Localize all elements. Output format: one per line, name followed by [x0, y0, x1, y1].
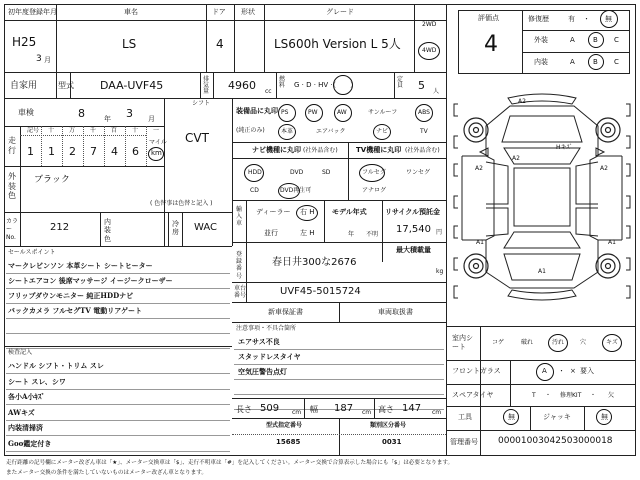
- glass-label: フロントガラス: [452, 367, 501, 375]
- col-line: [382, 200, 383, 262]
- class-value: 0031: [382, 438, 402, 446]
- col-line: [276, 72, 277, 98]
- row-line: [382, 242, 446, 243]
- col-line: [232, 98, 233, 246]
- inspection-label: 車検: [18, 108, 34, 117]
- model-cert-value: 15685: [276, 438, 301, 446]
- insp-line: [6, 373, 230, 374]
- equipment-label: 装備品に丸印: [236, 107, 278, 115]
- seat-option: 破れ: [521, 339, 534, 346]
- digit-col-line: [62, 126, 63, 166]
- equip-item: サンルーフ: [368, 109, 398, 116]
- width-cm: cm: [362, 409, 372, 416]
- import-left: 左 H: [300, 229, 315, 237]
- equip-item: ナビ: [376, 128, 389, 135]
- spare-kit: 修理KIT: [560, 392, 582, 399]
- diagram-mark: A2: [512, 155, 520, 162]
- repair-yes: 有: [568, 15, 575, 23]
- width-value: 187: [334, 403, 354, 414]
- model-year-label: モデル年式: [332, 208, 367, 216]
- col-line: [348, 142, 349, 200]
- glass-a: A: [542, 367, 547, 375]
- insp-line: [6, 404, 230, 405]
- model-value: DAA-UVF45: [100, 79, 164, 92]
- mileage-digit: 1: [27, 145, 34, 158]
- spare-dot2: ・: [590, 392, 597, 399]
- nav-header: ナビ機種に丸印: [252, 146, 301, 154]
- capacity-unit: 人: [433, 88, 440, 95]
- equip-item: ABS: [418, 109, 430, 116]
- drive-4wd: 4WD: [422, 47, 437, 54]
- new-warranty: 新車保証書: [268, 308, 303, 316]
- reg-month-value: 3: [36, 54, 42, 64]
- height-label: 高さ: [378, 405, 394, 414]
- row-line: [4, 212, 232, 213]
- model-cert-label: 型式指定番号: [266, 422, 303, 429]
- row-line: [446, 406, 636, 407]
- tv-item: ワンセグ: [406, 169, 431, 176]
- col-line: [213, 72, 214, 98]
- row-line: [232, 398, 446, 399]
- cc-unit: cc: [265, 88, 272, 95]
- mileage-digit: 6: [132, 145, 139, 158]
- tools-value: 無: [508, 413, 515, 421]
- mileage-digit-header: 記号: [27, 127, 40, 134]
- sale-line: [6, 288, 230, 289]
- insp-text: 内装清掃済: [8, 423, 43, 432]
- col-line: [510, 360, 511, 384]
- col-line: [164, 98, 165, 246]
- sale-point-text: バックカメラ フルセグTV 電動リアゲート: [8, 306, 143, 315]
- doors-label: ドア: [212, 8, 226, 16]
- spare-dot1: ・: [545, 392, 552, 399]
- insp-text: AWキズ: [8, 407, 35, 417]
- repair-no: 無: [605, 15, 612, 23]
- interior-a: A: [570, 58, 575, 66]
- car-name-value: LS: [122, 37, 137, 51]
- nav-item: HDD: [248, 169, 262, 176]
- car-name-label: 車名: [124, 8, 138, 16]
- color-label: 外装色: [8, 172, 16, 201]
- header-line: [4, 20, 446, 21]
- recycle-yen: 円: [436, 229, 443, 236]
- footer-line-2: またメーター交換の条件を満たしていないものはメーター改ざん車となります。: [6, 470, 207, 476]
- interior-b: B: [593, 58, 598, 66]
- note-line: [234, 364, 444, 365]
- mileage-digit-header: 一: [153, 127, 160, 134]
- class-label: 類別区分番号: [370, 422, 407, 429]
- insp-text: ハンドル シフト・トリム スレ: [8, 361, 104, 370]
- col-line: [20, 166, 21, 212]
- row-line: [232, 434, 446, 435]
- chassis-value: UVF45-5015724: [280, 286, 361, 297]
- mileage-digit: 1: [48, 145, 55, 158]
- sale-point-text: フリップダウンモニター 純正HDDナビ: [8, 291, 134, 300]
- diagram-mark: A1: [608, 239, 616, 246]
- height-cm: cm: [432, 409, 442, 416]
- digit-col-line: [146, 126, 147, 166]
- plate-label: 登録番号: [236, 251, 243, 280]
- mileage-digit-header: 十: [132, 127, 139, 134]
- sale-points-label: セールスポイント: [8, 249, 56, 256]
- col-line: [374, 398, 375, 418]
- row-line: [232, 200, 446, 201]
- repair-label: 修復歴: [528, 15, 549, 23]
- interior-c: C: [614, 58, 619, 66]
- sale-line: [6, 318, 230, 319]
- tv-item: アナログ: [362, 187, 387, 194]
- col-line: [246, 200, 247, 242]
- displacement-label: 排気量: [203, 76, 210, 95]
- reg-month-unit: 月: [44, 56, 51, 64]
- row-line: [446, 360, 636, 361]
- capacity-value: 5: [418, 79, 425, 92]
- insp-line: [6, 451, 230, 452]
- max-load-label: 最大積載量: [396, 246, 431, 254]
- col-line: [394, 72, 395, 98]
- nav-item: SD: [322, 169, 331, 176]
- manual: 車両取扱書: [378, 308, 413, 316]
- glass-replace: 要入: [580, 367, 594, 375]
- col-line: [584, 406, 585, 430]
- reg-year-label: 初年度登録年月: [8, 8, 57, 16]
- insp-text: 各小A小ｷｽﾞ: [8, 392, 45, 401]
- equip-item: TV: [420, 128, 428, 135]
- import-right: 右 H: [300, 208, 315, 216]
- digit-col-line: [125, 126, 126, 166]
- insp-line: [6, 420, 230, 421]
- length-cm: cm: [292, 409, 302, 416]
- mileage-digit-header: 千: [90, 127, 97, 134]
- length-value: 509: [260, 403, 280, 414]
- fuel-label: 燃料: [279, 76, 286, 89]
- row-line: [4, 166, 164, 167]
- color-note: ( 色替事は色替と記入 ): [150, 200, 213, 207]
- nav-item: DVD: [290, 169, 304, 176]
- repair-dot: ・: [583, 15, 590, 23]
- plate-value: 春日井300な2676: [272, 257, 357, 268]
- digit-col-line: [41, 126, 42, 166]
- interior-color-label: 内装色: [104, 218, 111, 243]
- seat-option: 汚れ: [552, 339, 565, 346]
- shape-label: 形状: [241, 8, 255, 16]
- drive-2wd: 2WD: [422, 21, 437, 28]
- cool-label: 冷房: [172, 220, 179, 237]
- glass-dot: ・: [558, 367, 565, 375]
- row-line: [446, 384, 636, 385]
- diagram-mark: A1: [476, 239, 484, 246]
- fuel-hv-circle: [333, 75, 353, 95]
- tv-item: フルセグ: [362, 169, 386, 176]
- unit-mile: マイル: [149, 139, 167, 146]
- sale-line: [6, 303, 230, 304]
- color-no-value: 212: [50, 222, 70, 233]
- inspection-month: 3: [126, 107, 133, 120]
- color-value: ブラック: [34, 175, 70, 185]
- glass-x: ×: [570, 367, 576, 375]
- chassis-label: 車台番号: [234, 285, 247, 300]
- row-line: [232, 242, 382, 243]
- insp-line: [6, 435, 230, 436]
- spare-t: T: [532, 392, 536, 399]
- model-year-unknown: 不明: [366, 231, 379, 238]
- mgmt-value: 00001003042503000018: [498, 436, 613, 446]
- nav-item: CD: [250, 187, 259, 194]
- note-line: [234, 349, 444, 350]
- diagram-mark: A2: [518, 98, 526, 105]
- note-text: スタッドレスタイヤ: [238, 352, 301, 361]
- exterior-a: A: [570, 36, 575, 44]
- width-label: 幅: [310, 405, 318, 414]
- interior-label: 内装: [534, 58, 548, 66]
- score-value: 4: [484, 32, 498, 57]
- length-label: 長さ: [236, 405, 252, 414]
- col-line: [168, 212, 169, 246]
- col-line: [206, 4, 207, 72]
- tv-header-note: (社外品含む): [405, 147, 440, 154]
- row-line: [232, 158, 446, 159]
- col-line: [339, 302, 340, 322]
- tv-header: TV機種に丸印: [356, 146, 402, 154]
- note-line: [234, 379, 444, 380]
- tools-label: 工具: [458, 413, 472, 421]
- note-text: 空気圧警告点灯: [238, 367, 287, 376]
- col-line: [264, 4, 265, 72]
- unit-km: km: [151, 149, 162, 157]
- shift-label: シフト: [192, 100, 211, 107]
- col-line: [339, 418, 340, 456]
- model-year-unit: 年: [348, 231, 355, 238]
- equip-item: PW: [308, 109, 318, 116]
- capacity-label: 定員: [397, 76, 404, 89]
- notes-label: 注意事項・不具合箇所: [236, 325, 297, 332]
- mileage-digit: 4: [111, 145, 118, 158]
- main-divider: [446, 4, 447, 456]
- digit-col-line: [104, 126, 105, 166]
- col-line: [56, 4, 57, 98]
- color-no-label: カラーNo.: [6, 218, 19, 241]
- col-line: [100, 212, 101, 246]
- sale-line: [6, 348, 230, 349]
- seat-label: 室内シート: [452, 334, 473, 352]
- spare-label: スペアタイヤ: [452, 391, 494, 399]
- equip-item: PS: [281, 109, 289, 116]
- diagram-mark: A1: [538, 268, 546, 275]
- row-line: [446, 430, 636, 431]
- row-line: [522, 52, 630, 53]
- row-line: [446, 326, 636, 327]
- mileage-label: 走行: [8, 136, 16, 155]
- col-line: [510, 384, 511, 406]
- nav-item: DVD再生可: [280, 187, 312, 194]
- import-parallel: 並行: [264, 229, 278, 237]
- footer-line-1: 走行距離の記号欄にメーター改ざん車は「★」、メーター交換車は「$」、走行不明車は「#」を記入してください。メーター交換で合算表示した場合にも「$」は必要となります。: [6, 460, 454, 466]
- note-text: エアサス不良: [238, 337, 280, 346]
- exterior-b: B: [593, 36, 598, 44]
- displacement-value: 4960: [228, 79, 256, 92]
- sale-point-text: マークレビンソン 本革シート シートヒーター: [8, 261, 153, 270]
- col-line: [20, 126, 21, 166]
- equip-item: 本革: [281, 128, 294, 135]
- row-line: [232, 282, 446, 283]
- diagram-mark: A2: [600, 165, 608, 172]
- col-line: [200, 72, 201, 98]
- model-label: 型式: [58, 81, 74, 90]
- import-dealer: ディーラー: [256, 208, 291, 216]
- spare-missing: 欠: [608, 392, 615, 399]
- exterior-label: 外装: [534, 36, 548, 44]
- shift-value: CVT: [185, 131, 209, 145]
- col-line: [234, 4, 235, 72]
- col-line: [522, 10, 523, 74]
- nav-header-note: (社外品含む): [303, 147, 338, 154]
- col-line: [304, 398, 305, 418]
- sale-line: [6, 273, 230, 274]
- score-label: 評価点: [478, 14, 499, 22]
- import-label: 輸入車: [236, 206, 243, 228]
- recycle-value: 17,540: [396, 224, 431, 235]
- max-load-kg: kg: [436, 268, 444, 275]
- grade-label: グレード: [326, 8, 354, 16]
- car-diagram: [448, 86, 636, 318]
- grade-value: LS600h Version L 5人: [274, 37, 401, 51]
- insp-text: シート スレ、シワ: [8, 376, 66, 386]
- mileage-digit-header: 十: [48, 127, 55, 134]
- recycle-label: リサイクル預託金: [385, 208, 441, 216]
- reg-year-value: H25: [12, 35, 37, 49]
- inspection-year: 8: [78, 107, 85, 120]
- mileage-digit: 2: [69, 145, 76, 158]
- diagram-mark: A2: [475, 165, 483, 172]
- col-line: [324, 200, 325, 242]
- diagram-mark: Hキｽﾞ: [556, 144, 573, 151]
- seat-option: 穴: [580, 339, 587, 346]
- insp-line: [6, 389, 230, 390]
- equip-item: AW: [337, 109, 347, 116]
- cool-value: WAC: [194, 222, 217, 233]
- col-line: [530, 406, 531, 430]
- col-line: [182, 212, 183, 246]
- seat-option: キズ: [606, 339, 618, 346]
- col-line: [20, 212, 21, 246]
- row-line: [4, 346, 232, 347]
- height-value: 147: [402, 403, 422, 414]
- mileage-digit: 7: [90, 145, 97, 158]
- inspector-notes-label: 検査記入: [8, 349, 33, 356]
- col-line: [414, 4, 415, 72]
- digit-col-line: [83, 126, 84, 166]
- reg-type: 自家用: [10, 81, 38, 91]
- row-line: [232, 322, 446, 323]
- sale-line: [6, 333, 230, 334]
- mgmt-label: 管理番号: [450, 438, 478, 446]
- exterior-c: C: [614, 36, 619, 44]
- inspection-month-unit: 月: [148, 115, 155, 123]
- fuel-options: G · D · HV ·（ ）: [294, 81, 358, 89]
- note-line: [234, 394, 444, 395]
- sale-point-text: シートエアコン 後席マッサージ イージークローザー: [8, 276, 173, 285]
- inspection-year-unit: 年: [104, 115, 111, 123]
- doors-value: 4: [216, 37, 224, 51]
- equip-item: エアバック: [316, 128, 346, 135]
- insp-text: Goo鑑定付き: [8, 438, 52, 448]
- header-line: [4, 98, 446, 99]
- jack-value: 無: [601, 413, 608, 421]
- import-right-circle: [296, 205, 318, 221]
- col-line: [246, 242, 247, 302]
- row-line: [4, 246, 232, 247]
- mileage-digit-header: 万: [69, 127, 76, 134]
- equipment-sublabel: (純正のみ): [236, 127, 265, 134]
- row-line: [232, 142, 446, 143]
- row-line: [522, 30, 630, 31]
- mileage-digit-header: 百: [111, 127, 118, 134]
- jack-label: ジャッキ: [543, 413, 571, 421]
- seat-option: コゲ: [492, 339, 505, 346]
